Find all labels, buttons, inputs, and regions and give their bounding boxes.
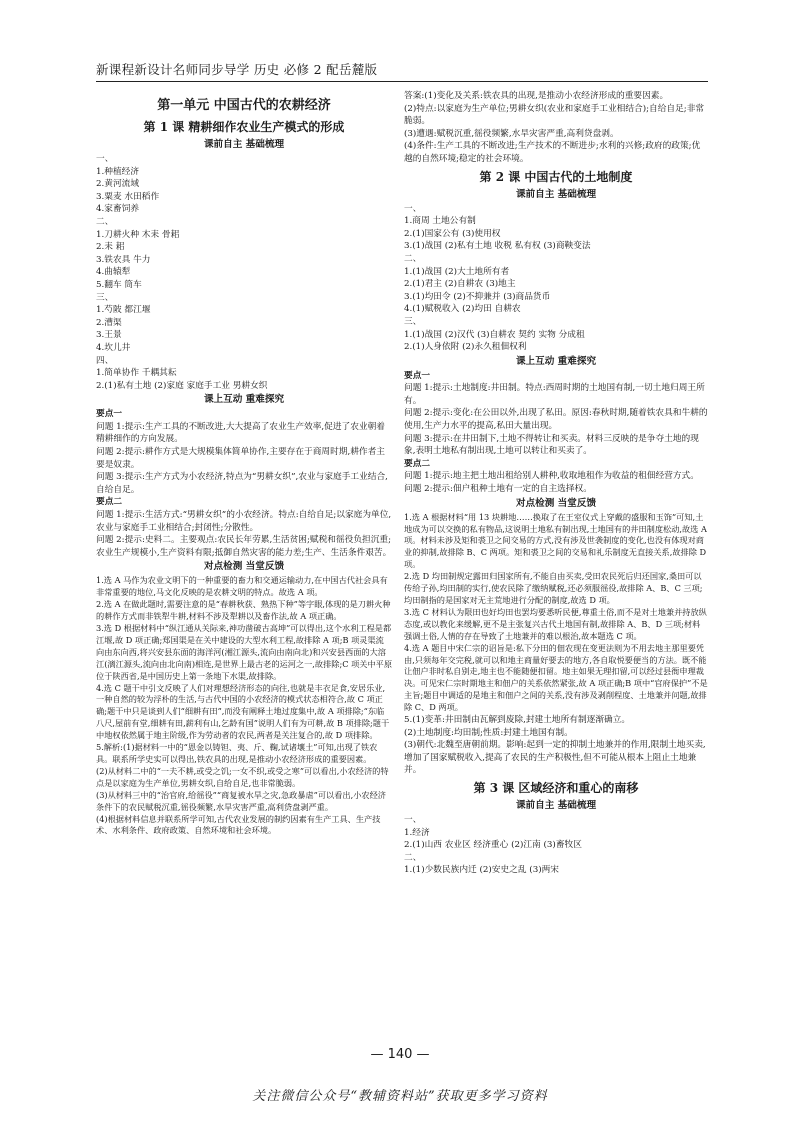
line-left-19: 四、 bbox=[96, 355, 114, 366]
line-right-8: 2.(1)国家公有 (3)使用权 bbox=[404, 228, 501, 239]
small-left-32: 2.选 A 在做此题时,需要注意的是“春耕秋获、熟热下种”等字眼,体现的是刀耕火种的耕作方式而非铁犁牛耕,材料不涉及犁耕以及畜作法,故 A 项正确。 bbox=[96, 599, 391, 622]
sub-title-left-2: 课前自主 基础梳理 bbox=[203, 139, 285, 150]
line-right-33: (3)朝代:北魏至唐朝前期。影响:起到一定的抑制土地兼并的作用,限制土地买卖,增加了国家赋税收入,提高了农民的生产积极性,但不可能从根本上阻止土地兼并。 bbox=[404, 740, 706, 776]
line-left-28: 问题 1:提示:生活方式:“男耕女织”的小农经济。特点:自给自足;以家庭为单位,农业与家庭手工业相结合;封闭性;分散性。 bbox=[96, 510, 392, 533]
line-right-15: 三、 bbox=[404, 316, 422, 327]
line-left-16: 2.漕渠 bbox=[96, 317, 122, 328]
small-left-34: 4.选 C 题干中引文反映了人们对理想经济形态的向往,也就是丰衣足食,安居乐业,一种自然的较为浮朴的生活,与古代中国的小农经济的模式状态相符合,故 C 项正确;题干中只是谈到人们“细耕有田”,而没有阐释土地过度集中,故 A 项排除;“东临八尺,屋前有堂,细耕有田,薪利有山,乞龄有国”说明人们有为可耕,故 B 项排除;题干中地权依然属于地主阶级,作为劳动者的农民,两者是关注复合的,故 D 项排除。 bbox=[96, 682, 390, 741]
line-left-20: 1.简单协作 千耦其耘 bbox=[96, 368, 177, 379]
unit-title-left-0: 第一单元 中国古代的农耕经济 bbox=[157, 98, 331, 113]
line-left-15: 1.芍陂 都江堰 bbox=[96, 305, 151, 316]
line-left-13: 5.翻车 筒车 bbox=[96, 279, 142, 290]
footer-note: 关注微信公众号“教辅资料站”获取更多学习资料 bbox=[252, 1089, 548, 1104]
line-right-20: 问题 1:提示:土地制度:井田制。特点:西周时期的土地国有制,一切土地归周王所有。 bbox=[404, 383, 705, 406]
line-left-8: 二、 bbox=[96, 216, 114, 227]
sub-title-right-26: 对点检测 当堂反馈 bbox=[515, 497, 597, 509]
line-right-13: 3.(1)均田令 (2)不抑兼并 (3)商品货币 bbox=[404, 291, 551, 302]
sub-title-left-30: 对点检测 当堂反馈 bbox=[203, 561, 285, 573]
line-left-14: 三、 bbox=[96, 292, 114, 303]
left-column bbox=[96, 90, 392, 1052]
line-right-10: 二、 bbox=[404, 253, 422, 264]
small-left-35: 5.解析:(1)据材料一中的“恩金以铸钽、夷、斤、鞠,试诸壤土”可知,出现了铁农具。联系所学史实可以得出,铁农具的出现,是推动小农经济形成的重要因素。 bbox=[96, 742, 378, 764]
line-right-9: 3.(1)战国 (2)私有土地 收税 私有权 (3)商鞅变法 bbox=[404, 241, 591, 252]
line-right-25: 问题 2:提示:佃户租种土地有一定的自主选择权。 bbox=[404, 484, 592, 495]
small-right-29: 3.选 C 材料认为限田也好均田也罢均要悉听民便,尊重土俗,而不是对土地兼并持放纵态度,或以教化来缓解,更不是主张复兴古代土地国有制,故排除 A、B、D 三项;材料强调土俗,人情的存在导致了土地兼并的难以根治,故本题选 C 项。 bbox=[404, 606, 707, 641]
sub-title-right-35: 课前自主 基础梳理 bbox=[515, 800, 597, 811]
point-left-27: 要点二 bbox=[96, 497, 123, 508]
line-right-17: 2.(1)人身依附 (2)永久租佃权利 bbox=[404, 342, 527, 353]
line-left-6: 3.粟麦 水田稻作 bbox=[96, 191, 160, 202]
small-right-28: 2.选 D 均田制规定露田归国家所有,不能自由买卖,受田农民死后归还国家,桑田可以传给子孙,均田制的实行,使农民除了缴纳赋税,还必须服徭役,故排除 A、B、C 三项;均田制指的是国家对无主荒地进行分配的制度,故选 D 项。 bbox=[404, 571, 703, 605]
line-right-3: (4)条件:生产工具的不断改进;生产技术的不断进步;水利的兴修;政府的政策;优越的自然环境;稳定的社会环境。 bbox=[404, 141, 701, 164]
small-left-31: 1.选 A 马作为农业文明下的一种重要的畜力和交通运输动力,在中国古代社会具有非常重要的地位,马文化反映的是农耕文明的特点。故选 A 项。 bbox=[96, 575, 388, 598]
line-right-22: 问题 3:提示:在井田制下,土地不得转让和买卖。材料三反映的是争夺土地的现象,表明土地私有制出现,土地可以转让和买卖了。 bbox=[404, 433, 699, 457]
line-right-21: 问题 2:提示:变化:在公田以外,出现了私田。原因:春秋时期,随着铁农具和牛耕的使用,生产力水平的提高,私田大量出现。 bbox=[404, 408, 708, 432]
line-right-6: 一、 bbox=[404, 203, 422, 214]
sub-title-left-22: 课上互动 重难探究 bbox=[203, 394, 285, 406]
line-right-31: 5.(1)变革:井田制由瓦解到废除,封建土地所有制逐渐确立。 bbox=[404, 715, 631, 726]
lesson-title-right-34: 第 3 课 区域经济和重心的南移 bbox=[473, 781, 639, 795]
line-left-10: 2.耒 耜 bbox=[96, 242, 125, 253]
right-column bbox=[404, 90, 708, 1052]
lesson-title-left-1: 第 1 课 精耕细作农业生产模式的形成 bbox=[143, 120, 345, 134]
line-right-12: 2.(1)君主 (2)自耕农 (3)地主 bbox=[404, 279, 516, 290]
point-right-23: 要点二 bbox=[404, 458, 431, 469]
line-right-40: 1.(1)少数民族内迁 (2)安史之乱 (3)两宋 bbox=[404, 865, 559, 876]
line-left-9: 1.刀耕火种 木耒 骨耜 bbox=[96, 229, 180, 240]
line-right-32: (2)土地制度:均田制;性质:封建土地国有制。 bbox=[404, 727, 573, 738]
line-left-3: 一、 bbox=[96, 154, 114, 164]
line-left-12: 4.曲辕犁 bbox=[96, 267, 131, 278]
line-right-39: 二、 bbox=[404, 852, 422, 863]
small-left-36: (2)从材料二中的“一夫不耕,或受之饥;一女不织,或受之寒”可以看出,小农经济的特点是以家庭为生产单位,男耕女织,自给自足,也非常脆弱。 bbox=[96, 765, 389, 788]
line-left-4: 1.种植经济 bbox=[96, 166, 140, 177]
lesson-title-right-4: 第 2 课 中国古代的土地制度 bbox=[479, 169, 633, 184]
line-left-26: 问题 3:提示:生产方式为小农经济,特点为“男耕女织”,农业与家庭手工业结合,自给自足。 bbox=[96, 472, 388, 495]
line-right-37: 1.经济 bbox=[404, 827, 430, 838]
sub-title-right-5: 课前自主 基础梳理 bbox=[515, 188, 597, 200]
line-right-11: 1.(1)战国 (2)大土地所有者 bbox=[404, 266, 510, 277]
small-right-27: 1.选 A 根据材料“用 13 块耕地……换取了在王室仪式上穿戴的盛服和玉饰”可知,土地成为可以交换的私有物品,这说明土地私有制出现,土地国有的井田制度松动,故选 A 项。材料未涉及矩和裘卫之间交易的方式,没有涉及世袭制度的变化,也没有体现对商业的抑制,故排除 B、C 两项。矩和裘卫之间的交易和礼乐制度无直接关系,故排除 D 项。 bbox=[404, 511, 707, 570]
running-header: 新课程新设计名师同步导学 历史 必修 2 配岳麓版 bbox=[96, 60, 708, 82]
line-left-17: 3.王景 bbox=[96, 330, 122, 341]
small-left-37: (3)从材料三中的“治官府,给徭役”“商复被水旱之灾,急政暴虐”可以看出,小农经济条件下的农民赋税沉重,徭役频繁,水旱灾害严重,高利贷盘剥严重。 bbox=[96, 789, 386, 812]
line-right-0: 答案:(1)变化及关系:铁农具的出现,是推动小农经济形成的重要因素。 bbox=[404, 91, 669, 101]
line-right-16: 1.(1)战国 (2)汉代 (3)自耕农 契约 实物 分成租 bbox=[404, 329, 585, 340]
line-right-38: 2.(1)山西 农业区 经济重心 (2)江南 (3)畜牧区 bbox=[404, 840, 582, 851]
line-right-36: 一、 bbox=[404, 815, 422, 825]
line-left-25: 问题 2:提示:耕作方式是大规模集体简单协作,主要存在于商周时期,耕作者主要是奴隶。 bbox=[96, 447, 385, 470]
small-left-38: (4)根据材料信息并联系所学可知,古代农业发展的制约因素有生产工具、生产技术、水利条件、政府政策、自然环境和社会环境。 bbox=[96, 813, 381, 836]
line-left-11: 3.铁农具 牛力 bbox=[96, 254, 151, 265]
line-left-29: 问题 2:提示:史料二。主要观点:农民长年劳累,生活贫困;赋税和徭役负担沉重;农业生产规模小,生产资料有限;抵御自然灾害的能力差;生产、生活条件艰苦。 bbox=[96, 535, 392, 558]
page-number: — 140 — bbox=[370, 1047, 430, 1062]
line-left-5: 2.黄河流域 bbox=[96, 179, 140, 190]
line-left-7: 4.家畜饲养 bbox=[96, 204, 140, 215]
line-right-2: (3)遭遇:赋税沉重,徭役频繁,水旱灾害严重,高利贷盘剥。 bbox=[404, 128, 619, 139]
line-left-24: 问题 1:提示:生产工具的不断改进,大大提高了农业生产效率,促进了农业朝着精耕细作的方向发展。 bbox=[96, 421, 385, 445]
small-left-33: 3.选 D 根据材料中“纵江通从关际来,神功凿破古高坤”可以得出,这个水利工程是都江堰,故 D 项正确;郑国渠是在关中建设的大型水利工程,故排除 A 项;B 项灵渠流向由东向西,将兴安县东面的海洋河(湘江源头,流向由南向北)和兴安县西面的大溶江(漓江源头,流向由北向南)相连,是世界上最古老的运河之一,故排除;C 项关中平原位于陕西省,是中国历史上第一条地下水渠,故排除。 bbox=[96, 623, 392, 681]
sub-title-right-18: 课上互动 重难探究 bbox=[515, 355, 597, 367]
line-right-24: 问题 1:提示:地主把土地出租给别人耕种,收取地租作为收益的租佃经营方式。 bbox=[404, 471, 699, 482]
small-right-30: 4.选 A 题目中宋仁宗的诏旨是:私下分田的佃农现在变更法则为不用去地主那里要凭由,只须每年交完税,就可以和地主商量好要去的地方,各自取悦要便当的方法。既不能让佃户非时私自别走,地主也不能随便扣留。地主如果无理扣留,可以经过县衙申理裁决。可见宋仁宗时期地主和佃户的关系依然紧张,故 A 项正确;B 项中“官府保护”不是主旨;题目中调适的是地主和佃户之间的关系,没有涉及剥削程度、土地兼并问题,故排除 C、D 两项。 bbox=[404, 642, 708, 713]
line-right-7: 1.商周 土地公有制 bbox=[404, 216, 476, 227]
line-right-14: 4.(1)赋税收入 (2)均田 自耕农 bbox=[404, 304, 521, 315]
line-left-18: 4.坎儿井 bbox=[96, 342, 131, 353]
point-right-19: 要点一 bbox=[404, 370, 431, 381]
line-right-1: (2)特点:以家庭为生产单位;男耕女织(农业和家庭手工业相结合);自给自足;非常脆弱。 bbox=[404, 103, 705, 127]
point-left-23: 要点一 bbox=[96, 409, 123, 420]
line-left-21: 2.(1)私有土地 (2)家庭 家庭手工业 男耕女织 bbox=[96, 380, 268, 391]
